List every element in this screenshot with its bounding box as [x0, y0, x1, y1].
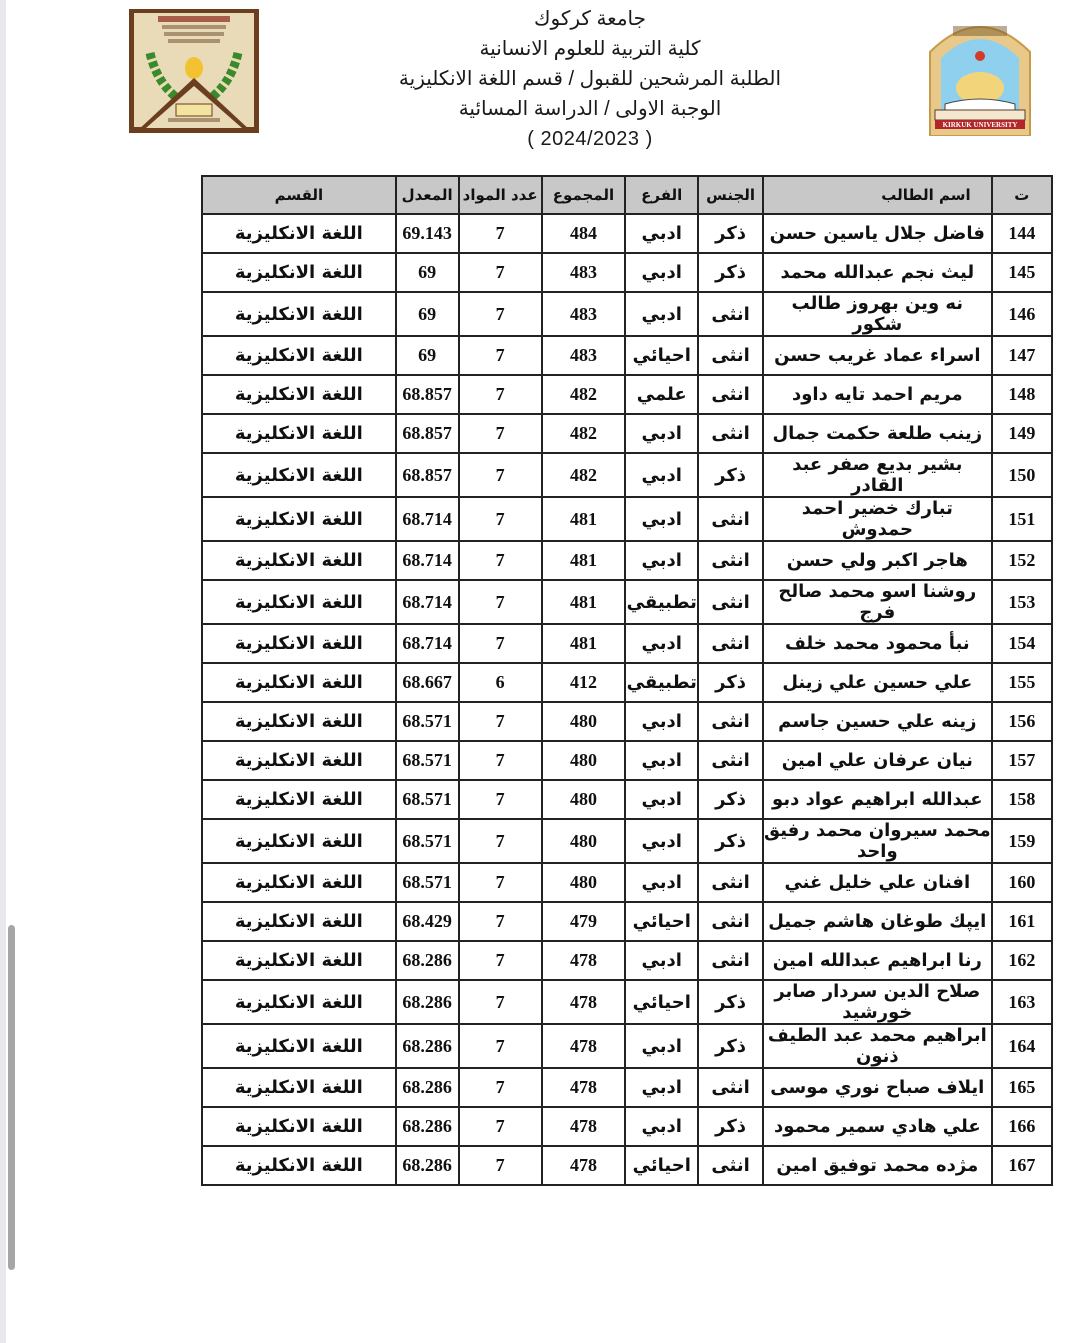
student-total: 480: [542, 702, 626, 741]
subject-count: 7: [459, 453, 542, 497]
department: اللغة الانكليزية: [202, 253, 396, 292]
student-branch: ادبي: [625, 292, 698, 336]
table-row: [202, 375, 1052, 414]
student-branch: ادبي: [625, 497, 698, 541]
subject-count: 7: [459, 541, 542, 580]
student-total: 412: [542, 663, 626, 702]
column-header-total: المجموع: [542, 176, 626, 214]
column-header-name: اسم الطالب: [763, 176, 992, 214]
student-name: رنا ابراهيم عبدالله امين: [763, 941, 992, 980]
department: اللغة الانكليزية: [202, 819, 396, 863]
kirkuk-university-logo: [925, 12, 1035, 136]
student-total: 478: [542, 1107, 626, 1146]
student-total: 479: [542, 902, 626, 941]
row-seq: 157: [992, 741, 1052, 780]
department: اللغة الانكليزية: [202, 624, 396, 663]
department: اللغة الانكليزية: [202, 214, 396, 253]
student-gender: ذكر: [698, 253, 763, 292]
student-gender: ذكر: [698, 780, 763, 819]
subject-count: 7: [459, 414, 542, 453]
student-average: 68.286: [396, 1146, 459, 1185]
student-total: 480: [542, 819, 626, 863]
college-crest-icon: [128, 8, 260, 134]
row-seq: 145: [992, 253, 1052, 292]
table-row: [202, 902, 1052, 941]
subject-count: 7: [459, 1068, 542, 1107]
department: اللغة الانكليزية: [202, 780, 396, 819]
student-gender: انثى: [698, 1146, 763, 1185]
row-seq: 151: [992, 497, 1052, 541]
student-total: 480: [542, 741, 626, 780]
column-header-subject-count: عدد المواد: [459, 176, 542, 214]
row-seq: 159: [992, 819, 1052, 863]
student-total: 481: [542, 624, 626, 663]
department: اللغة الانكليزية: [202, 497, 396, 541]
subject-count: 7: [459, 1024, 542, 1068]
student-total: 478: [542, 980, 626, 1024]
table-row: [202, 980, 1052, 1024]
department: اللغة الانكليزية: [202, 292, 396, 336]
student-branch: ادبي: [625, 702, 698, 741]
row-seq: 166: [992, 1107, 1052, 1146]
table-row: [202, 1107, 1052, 1146]
student-gender: انثى: [698, 624, 763, 663]
student-name: نبأ محمود محمد خلف: [763, 624, 992, 663]
student-gender: ذكر: [698, 1024, 763, 1068]
student-name: صلاح الدين سردار صابر خورشيد: [763, 980, 992, 1024]
table-row: [202, 702, 1052, 741]
student-branch: ادبي: [625, 414, 698, 453]
row-seq: 165: [992, 1068, 1052, 1107]
department: اللغة الانكليزية: [202, 1068, 396, 1107]
student-total: 482: [542, 375, 626, 414]
row-seq: 144: [992, 214, 1052, 253]
student-average: 68.286: [396, 1107, 459, 1146]
subject-count: 7: [459, 1146, 542, 1185]
student-name: ليث نجم عبدالله محمد: [763, 253, 992, 292]
student-gender: انثى: [698, 375, 763, 414]
student-total: 478: [542, 1024, 626, 1068]
student-branch: ادبي: [625, 541, 698, 580]
student-gender: انثى: [698, 336, 763, 375]
row-seq: 158: [992, 780, 1052, 819]
table-row: [202, 741, 1052, 780]
student-branch: ادبي: [625, 941, 698, 980]
student-branch: ادبي: [625, 1024, 698, 1068]
table-row: [202, 941, 1052, 980]
student-average: 68.286: [396, 1024, 459, 1068]
student-branch: ادبي: [625, 1068, 698, 1107]
student-average: 68.857: [396, 375, 459, 414]
row-seq: 149: [992, 414, 1052, 453]
student-average: 68.429: [396, 902, 459, 941]
student-average: 68.714: [396, 624, 459, 663]
row-seq: 148: [992, 375, 1052, 414]
department: اللغة الانكليزية: [202, 453, 396, 497]
student-total: 481: [542, 497, 626, 541]
batch-study-type: الوجبة الاولى / الدراسة المسائية: [458, 98, 722, 120]
student-branch: تطبيقي: [625, 580, 698, 624]
table-row: [202, 863, 1052, 902]
department: اللغة الانكليزية: [202, 663, 396, 702]
student-total: 478: [542, 1146, 626, 1185]
department: اللغة الانكليزية: [202, 1024, 396, 1068]
student-name: علي حسين علي زينل: [763, 663, 992, 702]
student-branch: ادبي: [625, 453, 698, 497]
subject-count: 7: [459, 253, 542, 292]
academic-year: ( 2024/2023 ): [527, 128, 653, 150]
student-name: محمد سيروان محمد رفيق واحد: [763, 820, 991, 862]
student-branch: ادبي: [625, 863, 698, 902]
department: اللغة الانكليزية: [202, 336, 396, 375]
student-gender: انثى: [698, 497, 763, 541]
table-row: [202, 1024, 1052, 1068]
student-total: 482: [542, 414, 626, 453]
student-gender: انثى: [698, 902, 763, 941]
student-branch: ادبي: [625, 214, 698, 253]
table-row: [202, 663, 1052, 702]
student-average: 68.571: [396, 780, 459, 819]
student-total: 483: [542, 336, 626, 375]
student-name: علي هادي سمير محمود: [763, 1107, 992, 1146]
student-gender: ذكر: [698, 663, 763, 702]
student-average: 69: [396, 253, 459, 292]
subject-count: 7: [459, 336, 542, 375]
subject-count: 7: [459, 780, 542, 819]
row-seq: 160: [992, 863, 1052, 902]
student-gender: انثى: [698, 292, 763, 336]
student-average: 68.714: [396, 497, 459, 541]
college-name: كلية التربية للعلوم الانسانية: [479, 38, 701, 60]
column-header-branch: الفرع: [625, 176, 698, 214]
student-total: 480: [542, 863, 626, 902]
student-name: نيان عرفان علي امين: [763, 741, 992, 780]
student-name: مريم احمد تايه داود: [763, 375, 992, 414]
document-header: [380, 4, 800, 154]
student-name: روشنا اسو محمد صالح فرج: [763, 580, 992, 624]
subject-count: 7: [459, 1107, 542, 1146]
table-body: [202, 214, 1052, 1185]
row-seq: 162: [992, 941, 1052, 980]
student-average: 68.571: [396, 702, 459, 741]
svg-text:KIRKUK UNIVERSITY: KIRKUK UNIVERSITY: [942, 121, 1018, 129]
row-seq: 150: [992, 453, 1052, 497]
table-row: [202, 580, 1052, 624]
department: اللغة الانكليزية: [202, 741, 396, 780]
department: اللغة الانكليزية: [202, 902, 396, 941]
student-branch: ادبي: [625, 253, 698, 292]
student-branch: احيائي: [625, 902, 698, 941]
student-gender: انثى: [698, 541, 763, 580]
student-name: ايپك طوغان هاشم جميل: [763, 902, 992, 941]
student-total: 478: [542, 941, 626, 980]
column-header-average: المعدل: [396, 176, 459, 214]
student-average: 68.571: [396, 863, 459, 902]
student-name: افنان علي خليل غني: [763, 863, 992, 902]
table-row: [202, 624, 1052, 663]
university-crest-icon: [925, 12, 1035, 136]
student-total: 483: [542, 253, 626, 292]
student-average: 68.714: [396, 580, 459, 624]
department: اللغة الانكليزية: [202, 541, 396, 580]
department: اللغة الانكليزية: [202, 1146, 396, 1185]
table-header-row: [202, 176, 1052, 214]
table-row: [202, 253, 1052, 292]
student-gender: ذكر: [698, 819, 763, 863]
table-row: [202, 541, 1052, 580]
student-name: فاضل جلال ياسين حسن: [763, 214, 992, 253]
student-branch: احيائي: [625, 1146, 698, 1185]
student-gender: ذكر: [698, 214, 763, 253]
student-average: 68.571: [396, 819, 459, 863]
subject-count: 7: [459, 941, 542, 980]
row-seq: 167: [992, 1146, 1052, 1185]
student-name: زينب طلعة حكمت جمال: [763, 414, 992, 453]
subject-count: 7: [459, 819, 542, 863]
student-total: 483: [542, 292, 626, 336]
student-name: تبارك خضير احمد حمدوش: [763, 497, 992, 541]
student-branch: ادبي: [625, 624, 698, 663]
table-row: [202, 1068, 1052, 1107]
student-gender: انثى: [698, 702, 763, 741]
student-average: 68.857: [396, 453, 459, 497]
student-average: 68.286: [396, 941, 459, 980]
subject-count: 7: [459, 702, 542, 741]
table-row: [202, 336, 1052, 375]
student-gender: انثى: [698, 863, 763, 902]
subject-count: 7: [459, 292, 542, 336]
department: اللغة الانكليزية: [202, 863, 396, 902]
student-gender: ذكر: [698, 453, 763, 497]
department: اللغة الانكليزية: [202, 980, 396, 1024]
college-logo: [128, 8, 260, 134]
student-name: نه وين بهروز طالب شكور: [763, 292, 992, 336]
list-title: الطلبة المرشحين للقبول / قسم اللغة الانكليزية: [398, 68, 782, 90]
student-branch: تطبيقي: [625, 663, 698, 702]
column-header-seq: ت: [992, 176, 1052, 214]
student-gender: انثى: [698, 741, 763, 780]
student-total: 481: [542, 580, 626, 624]
table-row: [202, 292, 1052, 336]
student-branch: ادبي: [625, 741, 698, 780]
student-gender: ذكر: [698, 1107, 763, 1146]
subject-count: 7: [459, 902, 542, 941]
student-average: 68.857: [396, 414, 459, 453]
row-seq: 154: [992, 624, 1052, 663]
subject-count: 7: [459, 497, 542, 541]
viewer-left-edge: [0, 0, 6, 1343]
row-seq: 155: [992, 663, 1052, 702]
student-total: 478: [542, 1068, 626, 1107]
student-branch: احيائي: [625, 980, 698, 1024]
student-branch: علمي: [625, 375, 698, 414]
subject-count: 7: [459, 741, 542, 780]
row-seq: 156: [992, 702, 1052, 741]
vertical-scrollbar[interactable]: [8, 925, 15, 1270]
subject-count: 7: [459, 624, 542, 663]
student-branch: ادبي: [625, 819, 698, 863]
column-header-department: القسم: [202, 176, 396, 214]
subject-count: 7: [459, 980, 542, 1024]
student-name: مژده محمد توفيق امين: [763, 1146, 992, 1185]
student-gender: انثى: [698, 1068, 763, 1107]
table-row: [202, 497, 1052, 541]
subject-count: 7: [459, 375, 542, 414]
table-row: [202, 780, 1052, 819]
student-name: زينه علي حسين جاسم: [763, 702, 992, 741]
student-average: 68.714: [396, 541, 459, 580]
student-gender: انثى: [698, 941, 763, 980]
student-total: 484: [542, 214, 626, 253]
student-gender: ذكر: [698, 980, 763, 1024]
student-branch: احيائي: [625, 336, 698, 375]
row-seq: 164: [992, 1024, 1052, 1068]
subject-count: 7: [459, 214, 542, 253]
student-average: 68.286: [396, 980, 459, 1024]
department: اللغة الانكليزية: [202, 414, 396, 453]
subject-count: 7: [459, 863, 542, 902]
student-average: 69: [396, 292, 459, 336]
student-name: اسراء عماد غريب حسن: [763, 336, 992, 375]
department: اللغة الانكليزية: [202, 1107, 396, 1146]
department: اللغة الانكليزية: [202, 941, 396, 980]
department: اللغة الانكليزية: [202, 702, 396, 741]
student-name: ايلاف صباح نوري موسى: [763, 1068, 992, 1107]
table-row: [202, 414, 1052, 453]
admission-results-table: [201, 175, 1053, 1186]
student-name: بشير بديع صفر عبد القادر: [763, 453, 992, 497]
student-average: 69.143: [396, 214, 459, 253]
student-average: 69: [396, 336, 459, 375]
student-gender: انثى: [698, 580, 763, 624]
column-header-gender: الجنس: [698, 176, 763, 214]
student-gender: انثى: [698, 414, 763, 453]
student-average: 68.571: [396, 741, 459, 780]
student-name: ابراهيم محمد عبد الطيف ذنون: [763, 1024, 992, 1068]
row-seq: 161: [992, 902, 1052, 941]
department: اللغة الانكليزية: [202, 375, 396, 414]
row-seq: 146: [992, 292, 1052, 336]
student-average: 68.667: [396, 663, 459, 702]
table-row: [202, 1146, 1052, 1185]
subject-count: 6: [459, 663, 542, 702]
table-row: [202, 453, 1052, 497]
row-seq: 152: [992, 541, 1052, 580]
table-row: [202, 214, 1052, 253]
university-name: جامعة كركوك: [534, 8, 646, 30]
row-seq: 153: [992, 580, 1052, 624]
student-total: 482: [542, 453, 626, 497]
row-seq: 147: [992, 336, 1052, 375]
department: اللغة الانكليزية: [202, 580, 396, 624]
table-row: [202, 819, 1052, 863]
student-total: 480: [542, 780, 626, 819]
row-seq: 163: [992, 980, 1052, 1024]
student-name: عبدالله ابراهيم عواد دبو: [763, 780, 992, 819]
student-branch: ادبي: [625, 1107, 698, 1146]
student-name: هاجر اكبر ولي حسن: [763, 541, 992, 580]
student-total: 481: [542, 541, 626, 580]
student-average: 68.286: [396, 1068, 459, 1107]
student-branch: ادبي: [625, 780, 698, 819]
subject-count: 7: [459, 580, 542, 624]
